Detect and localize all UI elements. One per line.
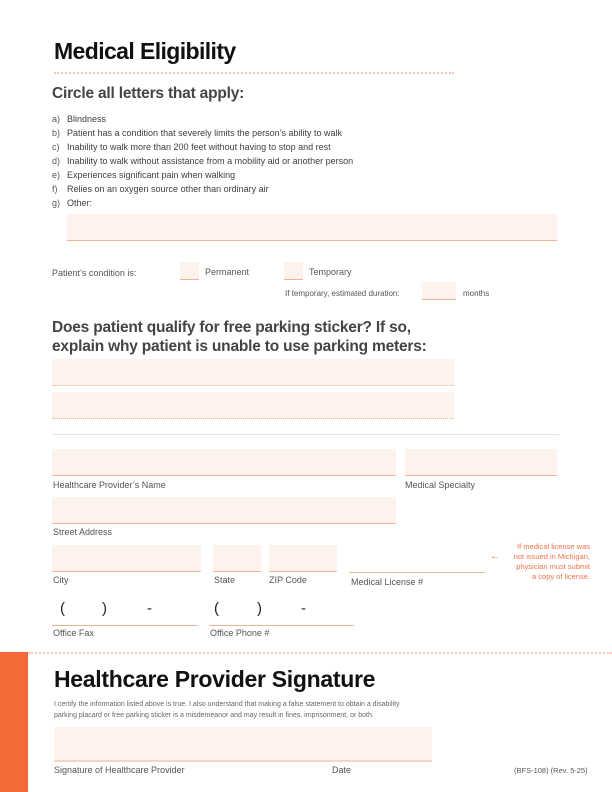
certification-text — [54, 699, 454, 721]
certify-line: I certify the information listed above is true. I also understand that making a false statement to obtain a disability — [54, 701, 400, 708]
provider-name-label: Healthcare Provider’s Name — [53, 480, 166, 490]
parking-question — [52, 318, 427, 356]
item-letter: g) — [52, 198, 61, 208]
list-item[interactable] — [52, 182, 353, 196]
license-note — [500, 542, 590, 582]
license-note-line: not issued in Michigan, — [513, 552, 590, 561]
item-letter: e) — [52, 170, 61, 180]
item-letter: a) — [52, 114, 61, 124]
item-text: Relies on an oxygen source other than ordinary air — [67, 184, 269, 194]
duration-field[interactable] — [422, 282, 456, 300]
eligibility-list — [52, 112, 353, 210]
medical-specialty-field[interactable] — [405, 449, 557, 476]
office-fax-field[interactable] — [52, 600, 198, 625]
signature-label: Signature of Healthcare Provider — [54, 765, 185, 775]
months-label: months — [463, 289, 490, 298]
arrow-left-icon: ← — [490, 551, 500, 562]
list-item[interactable] — [52, 196, 353, 210]
street-address-label: Street Address — [53, 527, 113, 537]
parking-explanation-line2[interactable] — [52, 392, 454, 419]
fax-close-paren: ) — [102, 600, 107, 617]
provider-name-field[interactable] — [52, 449, 396, 476]
state-field[interactable] — [213, 545, 261, 572]
city-field[interactable] — [52, 545, 201, 572]
temporary-checkbox[interactable] — [284, 262, 303, 280]
item-letter: b) — [52, 128, 61, 138]
phone-close-paren: ) — [257, 600, 262, 617]
list-item[interactable] — [52, 112, 353, 126]
parking-question-line2: explain why patient is unable to use parking meters: — [52, 338, 427, 355]
parking-question-line1: Does patient qualify for free parking sticker? If so, — [52, 319, 411, 336]
medical-license-field[interactable] — [349, 572, 485, 573]
certify-line: parking placard or free parking sticker is a misdemeanor and may result in fines, imprisonment, or both. — [54, 712, 374, 719]
item-letter: c) — [52, 142, 60, 152]
permanent-label: Permanent — [205, 267, 250, 277]
list-item[interactable] — [52, 168, 353, 182]
medical-license-label: Medical License # — [351, 577, 424, 587]
accent-sidebar — [0, 652, 28, 792]
office-fax-line — [52, 625, 198, 626]
fax-dash: - — [147, 600, 152, 617]
list-item[interactable] — [52, 154, 353, 168]
other-condition-field[interactable] — [67, 214, 557, 241]
circle-instruction: Circle all letters that apply: — [52, 85, 245, 102]
item-letter: d) — [52, 156, 61, 166]
duration-label: If temporary, estimated duration: — [285, 289, 400, 298]
license-note-line: a copy of license. — [532, 572, 590, 581]
item-text: Inability to walk without assistance from a mobility aid or another person — [67, 156, 354, 166]
street-address-field[interactable] — [52, 497, 396, 524]
title-divider — [54, 72, 454, 74]
date-label: Date — [332, 765, 352, 775]
fax-open-paren: ( — [60, 600, 65, 617]
item-letter: f) — [52, 184, 58, 194]
medical-specialty-label: Medical Specialty — [405, 480, 476, 490]
office-phone-line — [209, 625, 354, 626]
item-text: Experiences significant pain when walking — [67, 170, 236, 180]
list-item[interactable] — [52, 140, 353, 154]
office-phone-label: Office Phone # — [210, 628, 270, 638]
section-divider — [53, 434, 559, 435]
form-code: (BFS-108) (Rev. 5-25) — [514, 766, 588, 775]
temporary-label: Temporary — [309, 267, 352, 277]
item-text: Patient has a condition that severely limits the person’s ability to walk — [67, 128, 342, 138]
condition-label: Patient’s condition is: — [52, 268, 137, 278]
section-title-signature: Healthcare Provider Signature — [54, 666, 376, 692]
license-note-line: physician must submit — [516, 562, 590, 571]
office-fax-label: Office Fax — [53, 628, 94, 638]
list-item[interactable] — [52, 126, 353, 140]
state-label: State — [214, 575, 236, 585]
item-text: Other: — [67, 198, 93, 208]
section-title-medical-eligibility: Medical Eligibility — [54, 38, 236, 64]
zip-code-field[interactable] — [269, 545, 337, 572]
signature-field[interactable] — [54, 727, 432, 762]
item-text: Blindness — [67, 114, 107, 124]
signature-divider — [28, 652, 612, 654]
city-label: City — [53, 575, 69, 585]
phone-open-paren: ( — [214, 600, 219, 617]
office-phone-field[interactable] — [209, 600, 354, 625]
permanent-checkbox[interactable] — [180, 262, 199, 280]
item-text: Inability to walk more than 200 feet without having to stop and rest — [67, 142, 331, 152]
license-note-line: If medical license was — [517, 542, 590, 551]
zip-code-label: ZIP Code — [269, 575, 307, 585]
phone-dash: - — [301, 600, 306, 617]
parking-explanation-line1[interactable] — [52, 359, 454, 386]
